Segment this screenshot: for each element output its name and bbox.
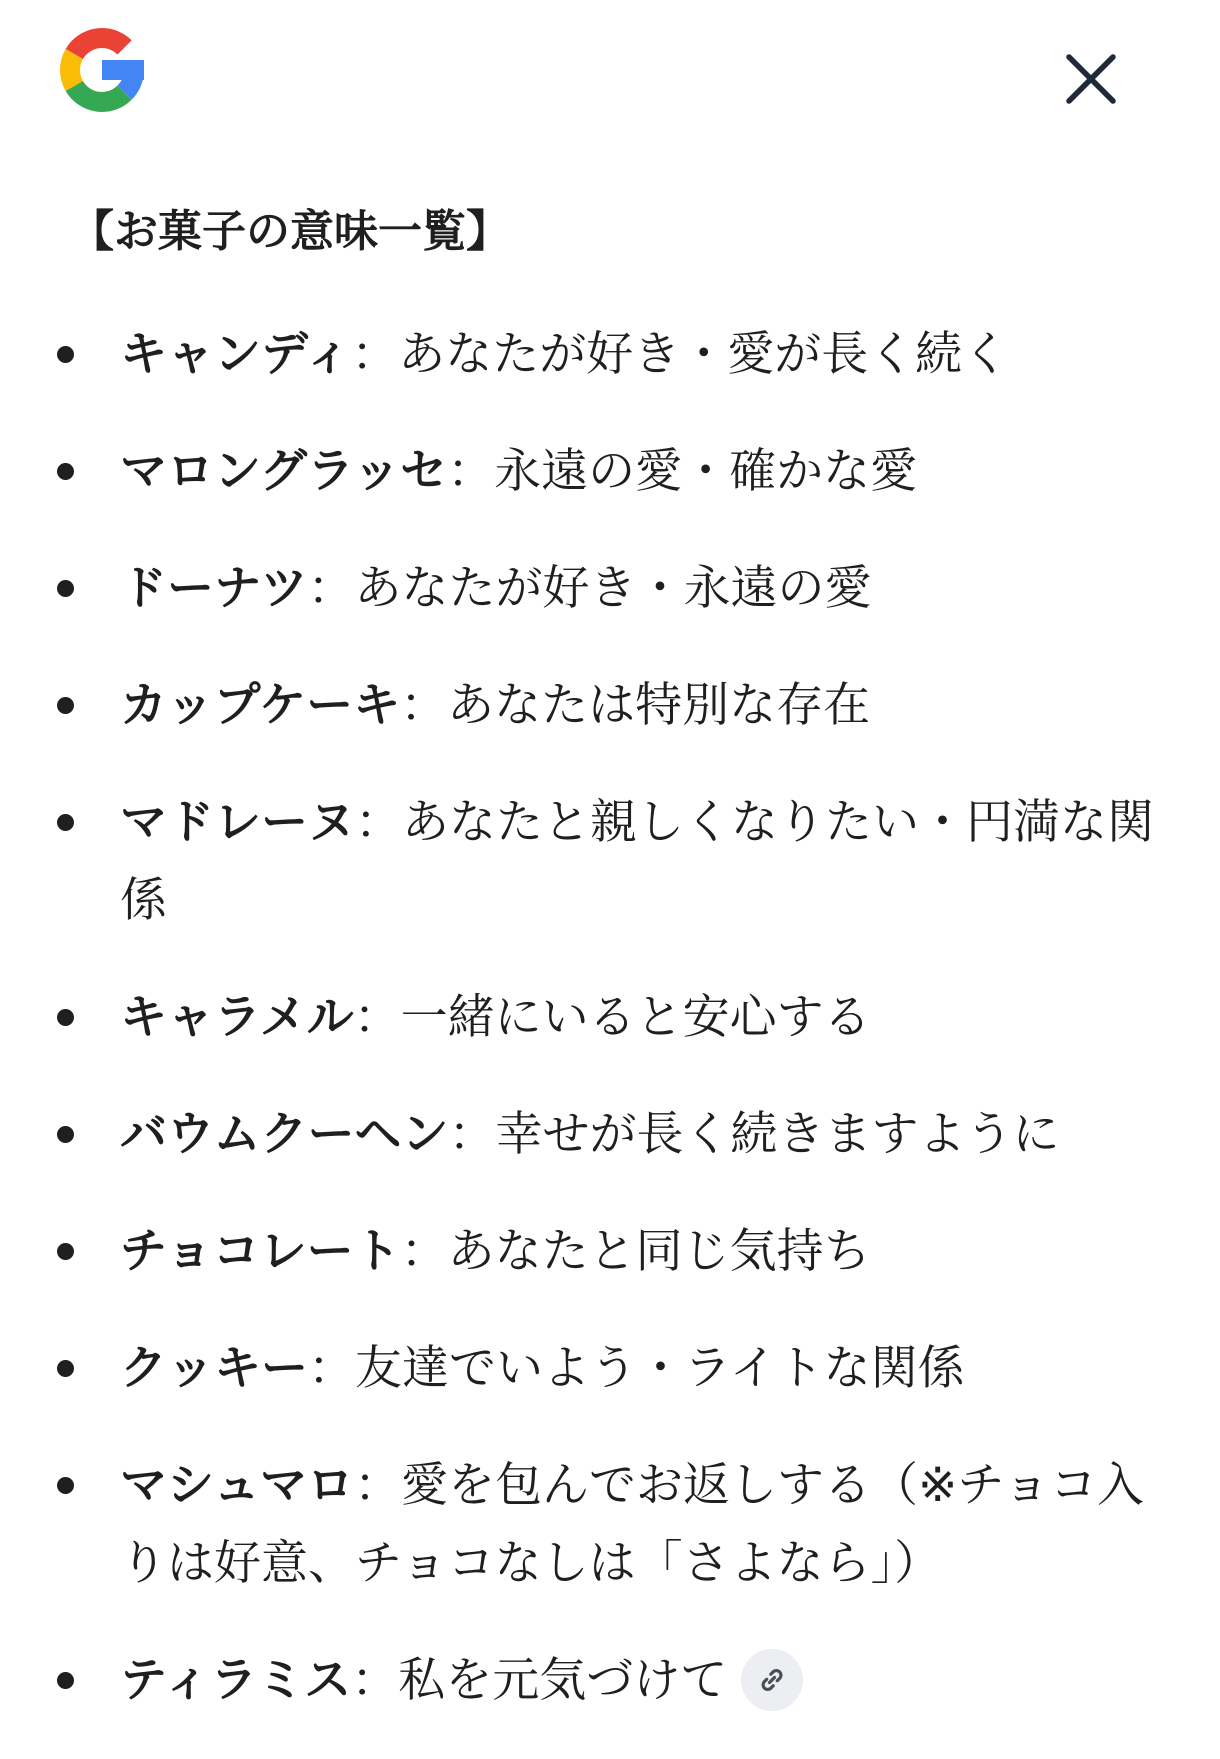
list-item bbox=[0, 1330, 1220, 1408]
top-bar bbox=[0, 0, 1220, 150]
item-description: ：あなたと同じ気持ち bbox=[400, 1224, 871, 1279]
meaning-list bbox=[0, 316, 1220, 1759]
item-term: クッキー bbox=[120, 1341, 308, 1396]
bullet-icon bbox=[57, 1009, 74, 1026]
bullet-icon bbox=[57, 346, 74, 363]
item-term: マドレーヌ bbox=[120, 795, 355, 850]
item-description: ：永遠の愛・確かな愛 bbox=[447, 444, 918, 499]
item-description: ：あなたが好き・愛が長く続く bbox=[351, 327, 1010, 382]
item-term: キャンディ bbox=[120, 327, 352, 382]
item-term: ティラミス bbox=[120, 1653, 352, 1708]
bullet-icon bbox=[57, 1477, 74, 1494]
item-description: ：あなたは特別な存在 bbox=[400, 678, 871, 733]
item-description: ：愛を包んでお返しする（※チョコ入りは好意、チョコなしは「さよなら」） bbox=[120, 1458, 1145, 1591]
item-term: マロングラッセ bbox=[120, 444, 448, 499]
bullet-icon bbox=[57, 1243, 74, 1260]
bullet-icon bbox=[57, 580, 74, 597]
list-item bbox=[0, 550, 1220, 628]
list-item bbox=[0, 433, 1220, 511]
list-item bbox=[0, 979, 1220, 1057]
item-description: ：友達でいよう・ライトな関係 bbox=[308, 1341, 965, 1396]
source-link-button[interactable] bbox=[741, 1649, 803, 1711]
close-button[interactable] bbox=[1052, 40, 1130, 118]
list-item bbox=[0, 1642, 1220, 1720]
item-description: ：私を元気づけて bbox=[351, 1653, 728, 1708]
item-term: バウムクーヘン bbox=[120, 1107, 449, 1162]
bullet-icon bbox=[57, 463, 74, 480]
google-logo-icon[interactable] bbox=[50, 18, 154, 122]
bullet-icon bbox=[57, 1126, 74, 1143]
list-item bbox=[0, 784, 1220, 940]
item-description: ：幸せが長く続きますように bbox=[448, 1107, 1060, 1162]
item-term: キャラメル bbox=[120, 990, 354, 1045]
close-icon bbox=[1063, 51, 1119, 107]
item-description: ：一緒にいると安心する bbox=[353, 990, 871, 1045]
bullet-icon bbox=[57, 814, 74, 831]
bullet-icon bbox=[57, 1360, 74, 1377]
section-heading: 【お菓子の意味一覧】 bbox=[70, 206, 510, 257]
item-term: ドーナツ bbox=[120, 561, 308, 616]
list-item bbox=[0, 1213, 1220, 1291]
list-item bbox=[0, 667, 1220, 745]
list-item bbox=[0, 1096, 1220, 1174]
item-description: ：あなたが好き・永遠の愛 bbox=[307, 561, 872, 616]
item-term: チョコレート bbox=[120, 1224, 401, 1279]
bullet-icon bbox=[57, 697, 74, 714]
link-icon bbox=[757, 1665, 787, 1695]
item-description: ：あなたと親しくなりたい・円満な関係 bbox=[120, 795, 1154, 928]
list-item bbox=[0, 316, 1220, 394]
bullet-icon bbox=[57, 1672, 74, 1689]
item-term: カップケーキ bbox=[120, 678, 401, 733]
list-item bbox=[0, 1447, 1220, 1603]
item-term: マシュマロ bbox=[120, 1458, 355, 1513]
